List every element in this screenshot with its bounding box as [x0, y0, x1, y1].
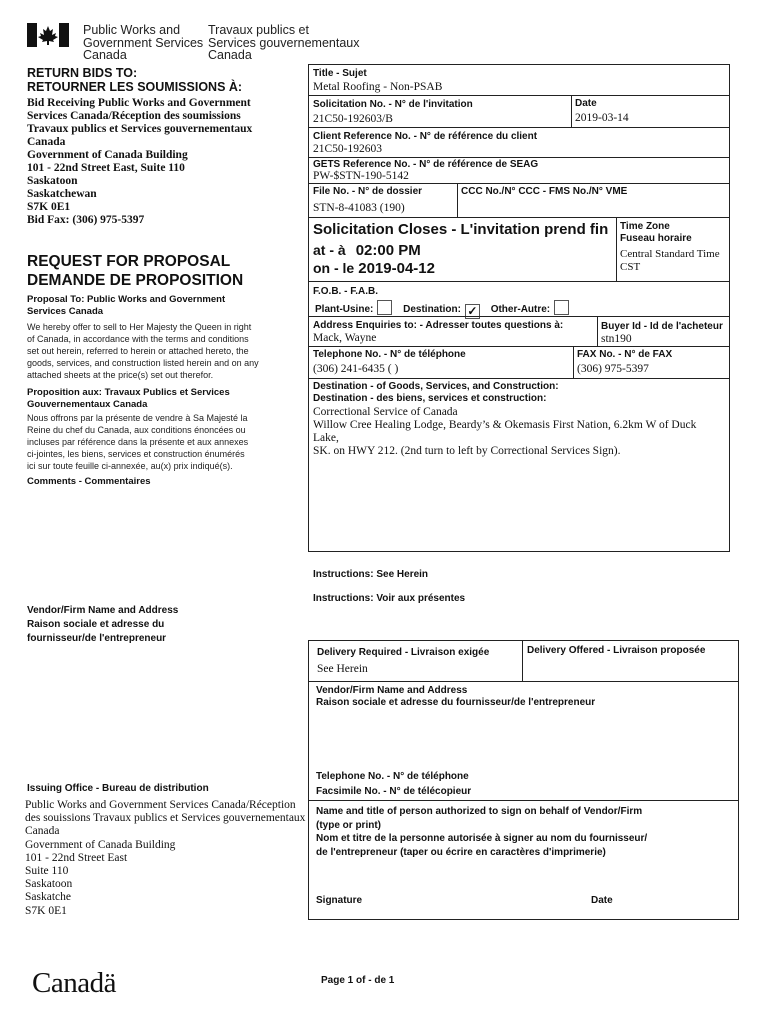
buyer-id-label: Buyer Id - Id de l'acheteur [601, 321, 723, 332]
closing-time: at - à 02:00 PM [313, 242, 421, 259]
proposal-to-label: Proposal To: Public Works and Government Services Canada [27, 294, 226, 317]
fax-label: FAX No. - N° de FAX [577, 349, 673, 360]
ccc-no-label: CCC No./N° CCC - FMS No./N° VME [461, 186, 628, 197]
solicitation-label: Solicitation No. - N° de l'invitation [313, 99, 473, 110]
proposal-to-body: We hereby offer to sell to Her Majesty the Queen in right of Canada, in accordance with the terms and conditions set out herein, referred to herein or attached hereto, the goods, services, and construction listed herein and on any attached sheets at the price(s) set out therefor. [27, 322, 259, 380]
destination-value: Correctional Service of Canada Willow Cree Healing Lodge, Beardy’s & Okemasis First Nation, 6.2km W of Duck Lake, SK. on HWY 212. (2nd turn to left by Correctional Services Sign). [313, 406, 697, 457]
signature-date-label[interactable]: Date [591, 895, 613, 906]
fob-options: Plant-Usine: Destination: ✓ Other-Autre: [315, 300, 577, 319]
telephone-label: Telephone No. - N° de téléphone [313, 349, 466, 360]
solicitation-closes-title: Solicitation Closes - L'invitation prend fin [313, 221, 609, 238]
address-enquiries-value: Mack, Wayne [313, 332, 377, 344]
fax-value: (306) 975-5397 [577, 363, 649, 375]
vendor-name-address-label: Vendor/Firm Name and Address Raison sociale et adresse du fournisseur/de l'entrepreneur [27, 605, 179, 644]
destination-label: Destination - of Goods, Services, and Construction: Destination - des biens, services et construction: [313, 381, 559, 404]
client-ref-label: Client Reference No. - N° de référence du client [313, 131, 538, 142]
canada-flag-icon [27, 23, 69, 47]
solicitation-value: 21C50-192603/B [313, 113, 393, 125]
rfp-heading: REQUEST FOR PROPOSAL DEMANDE DE PROPOSITION [27, 253, 244, 289]
address-enquiries-label: Address Enquiries to: - Adresser toutes questions à: [313, 320, 564, 331]
vendor-facsimile-label[interactable]: Facsimile No. - N° de télécopieur [316, 786, 472, 797]
return-bids-address: Bid Receiving Public Works and Government Services Canada/Réception des soumissions Travaux publics et Services gouvernementaux Canada Government of Canada Building 101 - 22nd Street East, Suite 110 Saskatoon Saskatchewan S7K 0E1 Bid Fax: (306) 975-5397 [27, 97, 253, 226]
delivery-offered-label[interactable]: Delivery Offered - Livraison proposée [527, 645, 706, 656]
instructions-fr: Instructions: Voir aux présentes [313, 593, 466, 604]
other-checkbox[interactable] [554, 300, 569, 315]
date-value: 2019-03-14 [575, 112, 629, 124]
page-number: Page 1 of - de 1 [321, 975, 395, 986]
proposition-body: Nous offrons par la présente de vendre à Sa Majesté la Reine du chef du Canada, aux conditions énoncées ou incluses par référence dans la présente et aux annexes ci-jointes, les biens, services et construction énumérés ici sur toute feuille ci-annexée, au(x) prix indiqué(s). [27, 413, 249, 471]
authorized-person-label[interactable]: Name and title of person authorized to sign on behalf of Vendor/Firm (type or print) Nom et titre de la personne autorisée à signer au nom du fournisseur/ de l'entrepreneur (taper ou écrire en caractères d'imprimerie) [316, 806, 648, 858]
time-zone-value: Central Standard Time CST [620, 248, 720, 273]
department-name-en: Public Works and Government Services Canada [83, 23, 204, 62]
comments-label: Comments - Commentaires [27, 476, 151, 487]
vendor-telephone-label[interactable]: Telephone No. - N° de téléphone [316, 771, 469, 782]
issuing-office-label: Issuing Office - Bureau de distribution [27, 783, 209, 794]
delivery-required-value: See Herein [317, 663, 368, 675]
vendor-form-box [308, 640, 739, 920]
time-zone-label: Time Zone Fuseau horaire [620, 221, 692, 244]
destination-checkbox[interactable]: ✓ [465, 304, 480, 319]
department-name-fr: Travaux publics et Services gouvernementaux Canada [208, 23, 360, 62]
plant-checkbox[interactable] [377, 300, 392, 315]
closing-date: on - le 2019-04-12 [313, 260, 435, 277]
telephone-value: (306) 241-6435 ( ) [313, 363, 399, 375]
gets-ref-label: GETS Reference No. - N° de référence de SEAG [313, 159, 539, 170]
delivery-required-label: Delivery Required - Livraison exigée [317, 647, 490, 658]
title-label: Title - Sujet [313, 68, 367, 79]
issuing-office-address: Public Works and Government Services Canada/Réception des souissions Travaux publics et Services gouvernementaux Canada Government of Canada Building 101 - 22nd Street East Suite 110 Saskatoon Saskatche S7K 0E1 [25, 799, 306, 917]
canada-wordmark: Canadä [32, 967, 116, 999]
file-no-label: File No. - N° de dossier [313, 186, 423, 197]
title-value: Metal Roofing - Non-PSAB [313, 81, 443, 93]
signature-label[interactable]: Signature [316, 895, 363, 906]
return-bids-title: RETURN BIDS TO: RETOURNER LES SOUMISSIONS À: [27, 66, 243, 94]
fob-label: F.O.B. - F.A.B. [313, 286, 378, 297]
instructions-en: Instructions: See Herein [313, 569, 429, 580]
file-no-value: STN-8-41083 (190) [313, 202, 405, 214]
solicitation-form-box [308, 64, 730, 552]
gets-ref-value: PW-$STN-190-5142 [313, 170, 409, 182]
vendor-firm-label[interactable]: Vendor/Firm Name and Address Raison sociale et adresse du fournisseur/de l'entrepreneur [316, 685, 596, 708]
buyer-id-value: stn190 [601, 333, 632, 345]
client-ref-value: 21C50-192603 [313, 143, 382, 155]
date-label: Date [575, 98, 597, 109]
proposition-label: Proposition aux: Travaux Publics et Services Gouvernementaux Canada [27, 387, 230, 410]
